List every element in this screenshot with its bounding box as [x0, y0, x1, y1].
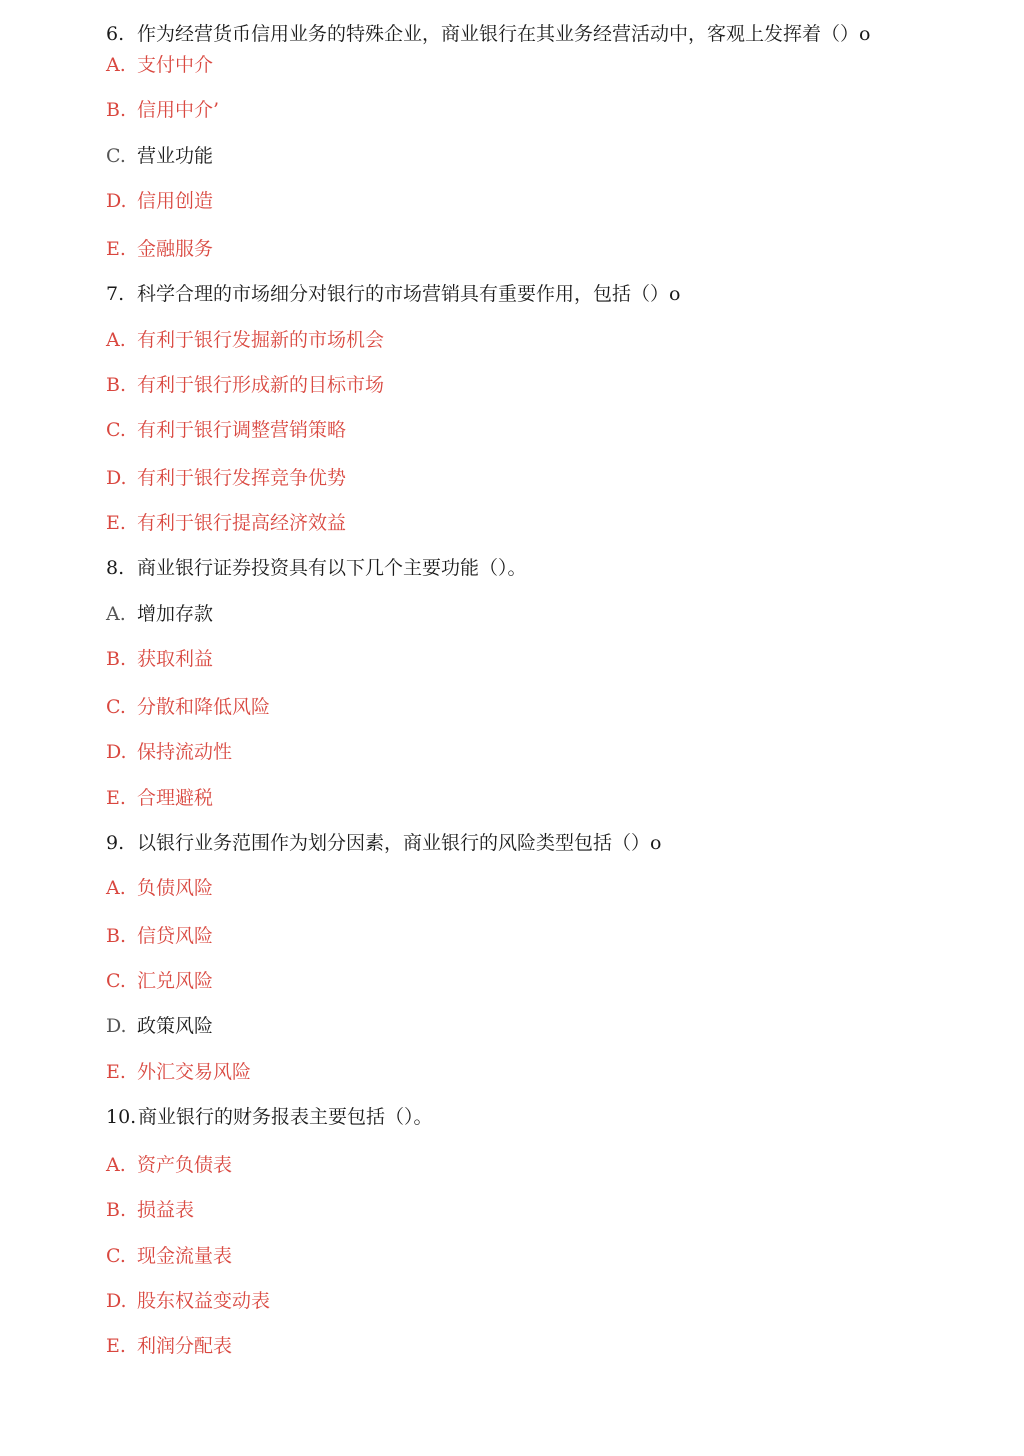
option-text: 现金流量表	[137, 1245, 233, 1267]
question-7-option-c	[106, 418, 346, 442]
option-text: 外汇交易风险	[137, 1061, 252, 1083]
option-label: A.	[106, 603, 126, 625]
option-label: C.	[106, 1245, 126, 1267]
question-6	[106, 22, 870, 46]
option-label: D.	[106, 190, 127, 212]
question-10	[106, 1105, 433, 1129]
option-label: B.	[106, 99, 127, 121]
option-label: C.	[106, 419, 126, 441]
option-label: D.	[106, 741, 127, 763]
question-7-option-a	[106, 328, 384, 352]
question-9-option-e	[106, 1060, 251, 1084]
option-text: 股东权益变动表	[137, 1290, 271, 1312]
option-label: E.	[106, 1335, 126, 1357]
question-text: 商业银行证券投资具有以下几个主要功能（）。	[137, 557, 527, 579]
option-label: A.	[106, 877, 126, 899]
option-label: A.	[106, 329, 126, 351]
option-text: 有利于银行提高经济效益	[137, 512, 347, 534]
option-text: 信用创造	[137, 190, 214, 212]
question-text: 作为经营货币信用业务的特殊企业，商业银行在其业务经营活动中，客观上发挥着（）o	[137, 23, 871, 45]
question-7-option-b	[106, 373, 384, 397]
option-text: 汇兑风险	[137, 970, 214, 992]
question-number: 10.	[106, 1106, 137, 1128]
question-number: 7.	[106, 283, 125, 305]
question-10-option-c	[106, 1244, 232, 1268]
option-text: 有利于银行调整营销策略	[137, 419, 347, 441]
question-6-option-b	[106, 98, 219, 122]
option-label: E.	[106, 238, 126, 260]
question-number: 6.	[106, 23, 125, 45]
option-label: C.	[106, 145, 126, 167]
option-text: 有利于银行发挥竞争优势	[137, 467, 347, 489]
question-7	[106, 282, 680, 306]
question-8-option-b	[106, 647, 213, 671]
question-7-option-e	[106, 511, 346, 535]
question-6-option-e	[106, 237, 213, 261]
question-6-option-a	[106, 53, 213, 77]
option-text: 信贷风险	[137, 925, 214, 947]
question-10-option-e	[106, 1334, 232, 1358]
option-text: 营业功能	[137, 145, 214, 167]
question-10-option-b	[106, 1198, 194, 1222]
option-text: 资产负债表	[137, 1154, 233, 1176]
option-label: E.	[106, 787, 126, 809]
question-text: 商业银行的财务报表主要包括（）。	[138, 1106, 433, 1128]
option-text: 支付中介	[137, 54, 214, 76]
question-9-option-c	[106, 969, 213, 993]
question-9-option-a	[106, 876, 213, 900]
option-label: B.	[106, 1199, 127, 1221]
option-label: B.	[106, 925, 127, 947]
question-8-option-c	[106, 695, 270, 719]
option-text: 金融服务	[137, 238, 214, 260]
option-text: 有利于银行发掘新的市场机会	[137, 329, 385, 351]
option-text: 利润分配表	[137, 1335, 233, 1357]
question-6-option-c	[106, 144, 213, 168]
option-text: 信用中介’	[137, 99, 220, 121]
question-9	[106, 831, 661, 855]
question-8-option-a	[106, 602, 213, 626]
option-text: 有利于银行形成新的目标市场	[137, 374, 385, 396]
question-9-option-b	[106, 924, 213, 948]
question-6-option-d	[106, 189, 213, 213]
option-text: 保持流动性	[137, 741, 233, 763]
question-8-option-d	[106, 740, 232, 764]
option-label: D.	[106, 1290, 127, 1312]
option-text: 损益表	[137, 1199, 195, 1221]
question-8	[106, 556, 527, 580]
question-number: 8.	[106, 557, 125, 579]
option-text: 负债风险	[137, 877, 214, 899]
option-label: A.	[106, 1154, 126, 1176]
option-text: 政策风险	[137, 1015, 214, 1037]
option-text: 获取利益	[137, 648, 214, 670]
option-label: B.	[106, 648, 127, 670]
option-label: D.	[106, 1015, 127, 1037]
question-10-option-a	[106, 1153, 232, 1177]
question-9-option-d	[106, 1014, 213, 1038]
option-label: E.	[106, 1061, 126, 1083]
question-10-option-d	[106, 1289, 270, 1313]
option-label: C.	[106, 970, 126, 992]
question-8-option-e	[106, 786, 213, 810]
question-number: 9.	[106, 832, 125, 854]
option-text: 增加存款	[137, 603, 214, 625]
option-text: 分散和降低风险	[137, 696, 271, 718]
option-label: C.	[106, 696, 126, 718]
option-label: B.	[106, 374, 127, 396]
option-label: D.	[106, 467, 127, 489]
option-text: 合理避税	[137, 787, 214, 809]
option-label: A.	[106, 54, 126, 76]
question-7-option-d	[106, 466, 346, 490]
question-text: 科学合理的市场细分对银行的市场营销具有重要作用，包括（）o	[137, 283, 681, 305]
option-label: E.	[106, 512, 126, 534]
question-text: 以银行业务范围作为划分因素，商业银行的风险类型包括（）o	[137, 832, 662, 854]
